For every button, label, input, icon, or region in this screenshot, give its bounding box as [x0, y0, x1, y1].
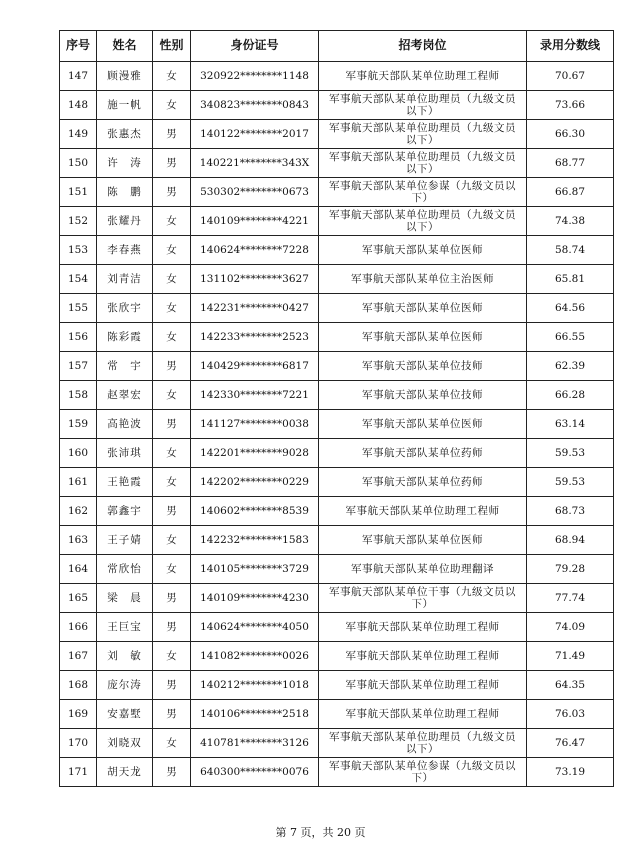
- serial-cell: 163: [60, 526, 97, 555]
- score-cell: 63.14: [527, 410, 614, 439]
- name-cell: 张欣宇: [97, 294, 153, 323]
- gender-cell: 女: [153, 468, 191, 497]
- score-cell: 58.74: [527, 236, 614, 265]
- id-number-cell: 140109********4230: [191, 584, 319, 613]
- header-id-number: 身份证号: [191, 31, 319, 62]
- id-number-cell: 140105********3729: [191, 555, 319, 584]
- serial-cell: 158: [60, 381, 97, 410]
- name-cell: 李春燕: [97, 236, 153, 265]
- table-row: [60, 700, 614, 729]
- id-number-cell: 140624********4050: [191, 613, 319, 642]
- score-cell: 68.94: [527, 526, 614, 555]
- serial-cell: 166: [60, 613, 97, 642]
- table-row: [60, 758, 614, 787]
- serial-cell: 164: [60, 555, 97, 584]
- table-row: [60, 91, 614, 120]
- header-score: 录用分数线: [527, 31, 614, 62]
- name-cell: 陈彩霞: [97, 323, 153, 352]
- gender-cell: 女: [153, 91, 191, 120]
- table-row: [60, 497, 614, 526]
- score-cell: 76.03: [527, 700, 614, 729]
- position-cell: 军事航天部队某单位医师: [319, 526, 527, 555]
- table-row: [60, 613, 614, 642]
- gender-cell: 男: [153, 120, 191, 149]
- gender-cell: 男: [153, 758, 191, 787]
- position-cell: 军事航天部队某单位药师: [319, 439, 527, 468]
- id-number-cell: 140212********1018: [191, 671, 319, 700]
- serial-cell: 151: [60, 178, 97, 207]
- position-cell: 军事航天部队某单位助理工程师: [319, 700, 527, 729]
- gender-cell: 男: [153, 671, 191, 700]
- table-row: [60, 381, 614, 410]
- id-number-cell: 140109********4221: [191, 207, 319, 236]
- header-gender: 性别: [153, 31, 191, 62]
- name-cell: 常欣怡: [97, 555, 153, 584]
- table-row: [60, 352, 614, 381]
- name-cell: 庞尔涛: [97, 671, 153, 700]
- id-number-cell: 140122********2017: [191, 120, 319, 149]
- serial-cell: 168: [60, 671, 97, 700]
- name-cell: 刘 敏: [97, 642, 153, 671]
- position-cell: 军事航天部队某单位助理工程师: [319, 613, 527, 642]
- gender-cell: 女: [153, 642, 191, 671]
- gender-cell: 男: [153, 410, 191, 439]
- score-cell: 79.28: [527, 555, 614, 584]
- serial-cell: 149: [60, 120, 97, 149]
- header-name: 姓名: [97, 31, 153, 62]
- name-cell: 王艳霞: [97, 468, 153, 497]
- serial-cell: 152: [60, 207, 97, 236]
- serial-cell: 159: [60, 410, 97, 439]
- name-cell: 许 涛: [97, 149, 153, 178]
- position-cell: 军事航天部队某单位助理工程师: [319, 62, 527, 91]
- name-cell: 张沛琪: [97, 439, 153, 468]
- position-cell: 军事航天部队某单位参谋（九级文员以下）: [319, 758, 527, 787]
- position-cell: 军事航天部队某单位技师: [319, 381, 527, 410]
- score-cell: 59.53: [527, 439, 614, 468]
- gender-cell: 女: [153, 526, 191, 555]
- serial-cell: 162: [60, 497, 97, 526]
- gender-cell: 女: [153, 555, 191, 584]
- serial-cell: 150: [60, 149, 97, 178]
- score-cell: 71.49: [527, 642, 614, 671]
- gender-cell: 男: [153, 497, 191, 526]
- serial-cell: 157: [60, 352, 97, 381]
- id-number-cell: 142202********0229: [191, 468, 319, 497]
- id-number-cell: 140106********2518: [191, 700, 319, 729]
- serial-cell: 171: [60, 758, 97, 787]
- gender-cell: 男: [153, 584, 191, 613]
- score-cell: 62.39: [527, 352, 614, 381]
- position-cell: 军事航天部队某单位医师: [319, 323, 527, 352]
- score-cell: 59.53: [527, 468, 614, 497]
- score-cell: 66.28: [527, 381, 614, 410]
- id-number-cell: 140429********6817: [191, 352, 319, 381]
- serial-cell: 154: [60, 265, 97, 294]
- serial-cell: 153: [60, 236, 97, 265]
- id-number-cell: 140602********8539: [191, 497, 319, 526]
- table-row: [60, 410, 614, 439]
- table-row: [60, 584, 614, 613]
- serial-cell: 156: [60, 323, 97, 352]
- table-row: [60, 207, 614, 236]
- id-number-cell: 320922********1148: [191, 62, 319, 91]
- table-row: [60, 555, 614, 584]
- table-header-row: [60, 31, 614, 62]
- header-serial: 序号: [60, 31, 97, 62]
- table-body: [60, 62, 614, 787]
- position-cell: 军事航天部队某单位助理员（九级文员以下）: [319, 120, 527, 149]
- score-cell: 68.73: [527, 497, 614, 526]
- score-cell: 70.67: [527, 62, 614, 91]
- position-cell: 军事航天部队某单位药师: [319, 468, 527, 497]
- position-cell: 军事航天部队某单位助理员（九级文员以下）: [319, 91, 527, 120]
- position-cell: 军事航天部队某单位助理翻译: [319, 555, 527, 584]
- serial-cell: 167: [60, 642, 97, 671]
- score-cell: 73.66: [527, 91, 614, 120]
- table-row: [60, 178, 614, 207]
- position-cell: 军事航天部队某单位医师: [319, 294, 527, 323]
- name-cell: 赵翠宏: [97, 381, 153, 410]
- position-cell: 军事航天部队某单位助理员（九级文员以下）: [319, 207, 527, 236]
- position-cell: 军事航天部队某单位助理员（九级文员以下）: [319, 149, 527, 178]
- id-number-cell: 131102********3627: [191, 265, 319, 294]
- serial-cell: 165: [60, 584, 97, 613]
- position-cell: 军事航天部队某单位主治医师: [319, 265, 527, 294]
- score-cell: 76.47: [527, 729, 614, 758]
- serial-cell: 155: [60, 294, 97, 323]
- id-number-cell: 410781********3126: [191, 729, 319, 758]
- gender-cell: 女: [153, 729, 191, 758]
- name-cell: 陈 鹏: [97, 178, 153, 207]
- table-row: [60, 149, 614, 178]
- id-number-cell: 340823********0843: [191, 91, 319, 120]
- score-cell: 74.09: [527, 613, 614, 642]
- serial-cell: 169: [60, 700, 97, 729]
- name-cell: 高艳波: [97, 410, 153, 439]
- position-cell: 军事航天部队某单位医师: [319, 410, 527, 439]
- name-cell: 安嘉墅: [97, 700, 153, 729]
- position-cell: 军事航天部队某单位助理工程师: [319, 642, 527, 671]
- gender-cell: 男: [153, 352, 191, 381]
- table-row: [60, 62, 614, 91]
- gender-cell: 女: [153, 265, 191, 294]
- id-number-cell: 142330********7221: [191, 381, 319, 410]
- gender-cell: 女: [153, 236, 191, 265]
- score-cell: 66.87: [527, 178, 614, 207]
- id-number-cell: 142233********2523: [191, 323, 319, 352]
- name-cell: 王子婧: [97, 526, 153, 555]
- id-number-cell: 142232********1583: [191, 526, 319, 555]
- gender-cell: 女: [153, 381, 191, 410]
- gender-cell: 男: [153, 613, 191, 642]
- position-cell: 军事航天部队某单位干事（九级文员以下）: [319, 584, 527, 613]
- table-row: [60, 120, 614, 149]
- recruitment-table: [59, 30, 614, 787]
- serial-cell: 147: [60, 62, 97, 91]
- position-cell: 军事航天部队某单位助理员（九级文员以下）: [319, 729, 527, 758]
- score-cell: 66.30: [527, 120, 614, 149]
- gender-cell: 女: [153, 294, 191, 323]
- name-cell: 张惠杰: [97, 120, 153, 149]
- score-cell: 73.19: [527, 758, 614, 787]
- serial-cell: 161: [60, 468, 97, 497]
- id-number-cell: 141127********0038: [191, 410, 319, 439]
- score-cell: 64.56: [527, 294, 614, 323]
- gender-cell: 男: [153, 700, 191, 729]
- id-number-cell: 140221********343X: [191, 149, 319, 178]
- name-cell: 张耀丹: [97, 207, 153, 236]
- name-cell: 郭鑫宇: [97, 497, 153, 526]
- name-cell: 刘青洁: [97, 265, 153, 294]
- gender-cell: 女: [153, 207, 191, 236]
- score-cell: 65.81: [527, 265, 614, 294]
- gender-cell: 男: [153, 149, 191, 178]
- table-row: [60, 468, 614, 497]
- table-row: [60, 236, 614, 265]
- name-cell: 顾漫雅: [97, 62, 153, 91]
- gender-cell: 女: [153, 439, 191, 468]
- score-cell: 68.77: [527, 149, 614, 178]
- score-cell: 66.55: [527, 323, 614, 352]
- serial-cell: 148: [60, 91, 97, 120]
- id-number-cell: 640300********0076: [191, 758, 319, 787]
- position-cell: 军事航天部队某单位助理工程师: [319, 671, 527, 700]
- id-number-cell: 142231********0427: [191, 294, 319, 323]
- table-row: [60, 265, 614, 294]
- table-row: [60, 729, 614, 758]
- serial-cell: 160: [60, 439, 97, 468]
- score-cell: 64.35: [527, 671, 614, 700]
- id-number-cell: 142201********9028: [191, 439, 319, 468]
- table-row: [60, 323, 614, 352]
- position-cell: 军事航天部队某单位助理工程师: [319, 497, 527, 526]
- id-number-cell: 141082********0026: [191, 642, 319, 671]
- table-row: [60, 439, 614, 468]
- serial-cell: 170: [60, 729, 97, 758]
- results-sheet: [59, 30, 614, 787]
- score-cell: 77.74: [527, 584, 614, 613]
- position-cell: 军事航天部队某单位医师: [319, 236, 527, 265]
- table-row: [60, 526, 614, 555]
- position-cell: 军事航天部队某单位参谋（九级文员以下）: [319, 178, 527, 207]
- name-cell: 施一帆: [97, 91, 153, 120]
- name-cell: 胡天龙: [97, 758, 153, 787]
- header-position: 招考岗位: [319, 31, 527, 62]
- gender-cell: 男: [153, 178, 191, 207]
- gender-cell: 女: [153, 323, 191, 352]
- name-cell: 梁 晨: [97, 584, 153, 613]
- id-number-cell: 140624********7228: [191, 236, 319, 265]
- table-row: [60, 642, 614, 671]
- score-cell: 74.38: [527, 207, 614, 236]
- id-number-cell: 530302********0673: [191, 178, 319, 207]
- page-footer: 第 7 页，共 20 页: [275, 826, 366, 839]
- name-cell: 常 宇: [97, 352, 153, 381]
- table-row: [60, 671, 614, 700]
- table-row: [60, 294, 614, 323]
- name-cell: 刘晓双: [97, 729, 153, 758]
- gender-cell: 女: [153, 62, 191, 91]
- name-cell: 王巨宝: [97, 613, 153, 642]
- position-cell: 军事航天部队某单位技师: [319, 352, 527, 381]
